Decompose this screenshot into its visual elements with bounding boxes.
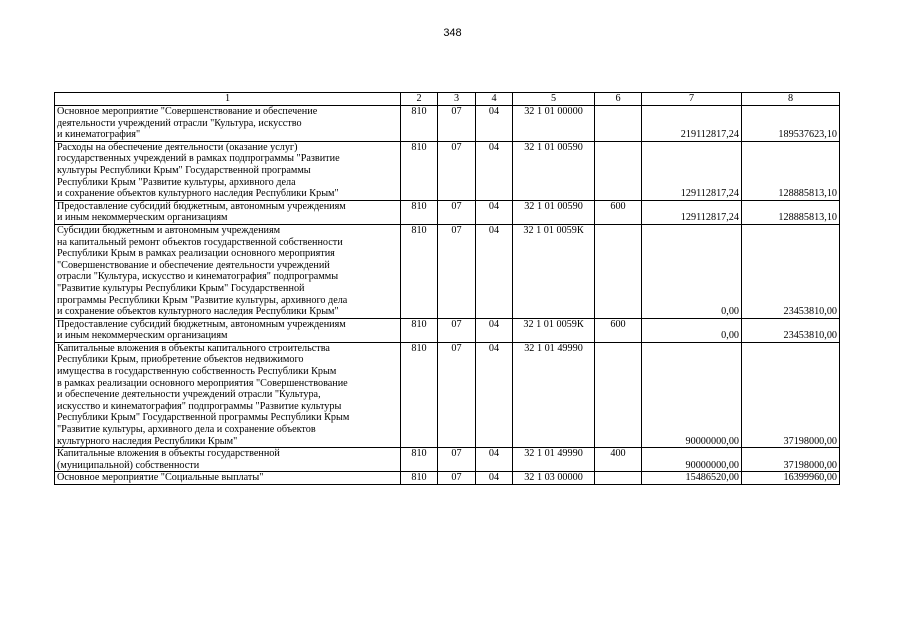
cell-subsection: 04 (476, 342, 513, 447)
cell-amount-col8: 189537623,10 (742, 106, 840, 142)
column-header: 1 (55, 93, 401, 106)
row-description: Расходы на обеспечение деятельности (оказание услуг) государственных учреждений в рамках подпрограммы "Развитие культуры Республики Крым" Государственной программы Республики Крым "Развитие культуры, архивного дела и сохранение объектов культурного наследия Республики Крым" (55, 141, 401, 200)
cell-amount-col8: 37198000,00 (742, 342, 840, 447)
cell-target-article: 32 1 01 0059К (513, 224, 595, 318)
cell-amount-col7: 129112817,24 (642, 200, 742, 224)
table-row (55, 200, 840, 224)
cell-ministry-code: 810 (401, 224, 438, 318)
table-row (55, 472, 840, 485)
cell-amount-col7: 90000000,00 (642, 448, 742, 472)
cell-expense-type (595, 472, 642, 485)
row-description: Основное мероприятие "Социальные выплаты" (55, 472, 401, 485)
cell-ministry-code: 810 (401, 106, 438, 142)
cell-subsection: 04 (476, 200, 513, 224)
cell-target-article: 32 1 01 00000 (513, 106, 595, 142)
header-row (55, 93, 840, 106)
cell-amount-col7: 219112817,24 (642, 106, 742, 142)
cell-ministry-code: 810 (401, 342, 438, 447)
cell-ministry-code: 810 (401, 448, 438, 472)
cell-subsection: 04 (476, 224, 513, 318)
cell-expense-type (595, 106, 642, 142)
row-description: Капитальные вложения в объекты капитального строительства Республики Крым, приобретение объектов недвижимого имущества в государственную собственность Республики Крым в рамках реализации основного мероприятия "Совершенствование и обеспечение деятельности учреждений отрасли "Культура, искусство и кинематография" подпрограммы "Развитие культуры Республики Крым" Государственной программы Республики Крым "Развитие культуры, архивного дела и сохранение объектов культурного наследия Республики Крым" (55, 342, 401, 447)
table-row (55, 141, 840, 200)
cell-ministry-code: 810 (401, 141, 438, 200)
table-row (55, 224, 840, 318)
cell-amount-col8: 128885813,10 (742, 141, 840, 200)
table-row (55, 342, 840, 447)
page-number: 348 (443, 27, 462, 39)
row-description: Капитальные вложения в объекты государственной (муниципальной) собственности (55, 448, 401, 472)
row-description: Субсидии бюджетным и автономным учреждениям на капитальный ремонт объектов государственной собственности Республики Крым в рамках реализации основного мероприятия "Совершенствование и обеспечение деятельности учреждений отрасли "Культура, искусство и кинематография" подпрограммы "Развитие культуры Республики Крым" Государственной программы Республики Крым "Развитие культуры, архивного дела и сохранение объектов культурного наследия Республики Крым" (55, 224, 401, 318)
cell-amount-col7: 0,00 (642, 224, 742, 318)
cell-subsection: 04 (476, 141, 513, 200)
cell-section: 07 (438, 472, 476, 485)
cell-section: 07 (438, 318, 476, 342)
column-header: 2 (401, 93, 438, 106)
table-row (55, 448, 840, 472)
cell-amount-col8: 23453810,00 (742, 224, 840, 318)
cell-target-article: 32 1 01 00590 (513, 141, 595, 200)
cell-amount-col7: 90000000,00 (642, 342, 742, 447)
cell-expense-type (595, 342, 642, 447)
table-row (55, 106, 840, 142)
cell-amount-col8: 23453810,00 (742, 318, 840, 342)
cell-amount-col7: 129112817,24 (642, 141, 742, 200)
cell-section: 07 (438, 106, 476, 142)
cell-subsection: 04 (476, 106, 513, 142)
column-header: 6 (595, 93, 642, 106)
cell-subsection: 04 (476, 472, 513, 485)
row-description: Предоставление субсидий бюджетным, автономным учреждениям и иным некоммерческим организациям (55, 200, 401, 224)
column-header: 8 (742, 93, 840, 106)
column-header: 4 (476, 93, 513, 106)
cell-section: 07 (438, 224, 476, 318)
cell-expense-type: 600 (595, 318, 642, 342)
column-header: 7 (642, 93, 742, 106)
cell-section: 07 (438, 141, 476, 200)
row-description: Предоставление субсидий бюджетным, автономным учреждениям и иным некоммерческим организациям (55, 318, 401, 342)
cell-target-article: 32 1 01 49990 (513, 448, 595, 472)
budget-table (54, 92, 840, 485)
cell-section: 07 (438, 342, 476, 447)
cell-expense-type (595, 141, 642, 200)
cell-amount-col7: 0,00 (642, 318, 742, 342)
cell-amount-col8: 37198000,00 (742, 448, 840, 472)
column-header: 5 (513, 93, 595, 106)
cell-subsection: 04 (476, 448, 513, 472)
cell-expense-type: 600 (595, 200, 642, 224)
cell-section: 07 (438, 448, 476, 472)
cell-ministry-code: 810 (401, 200, 438, 224)
cell-expense-type (595, 224, 642, 318)
cell-ministry-code: 810 (401, 472, 438, 485)
cell-expense-type: 400 (595, 448, 642, 472)
cell-ministry-code: 810 (401, 318, 438, 342)
cell-amount-col7: 15486520,00 (642, 472, 742, 485)
cell-subsection: 04 (476, 318, 513, 342)
cell-section: 07 (438, 200, 476, 224)
row-description: Основное мероприятие "Совершенствование и обеспечение деятельности учреждений отрасли "Культура, искусство и кинематография" (55, 106, 401, 142)
cell-amount-col8: 128885813,10 (742, 200, 840, 224)
column-header: 3 (438, 93, 476, 106)
cell-target-article: 32 1 01 00590 (513, 200, 595, 224)
cell-target-article: 32 1 03 00000 (513, 472, 595, 485)
table-row (55, 318, 840, 342)
cell-target-article: 32 1 01 0059К (513, 318, 595, 342)
cell-amount-col8: 16399960,00 (742, 472, 840, 485)
cell-target-article: 32 1 01 49990 (513, 342, 595, 447)
